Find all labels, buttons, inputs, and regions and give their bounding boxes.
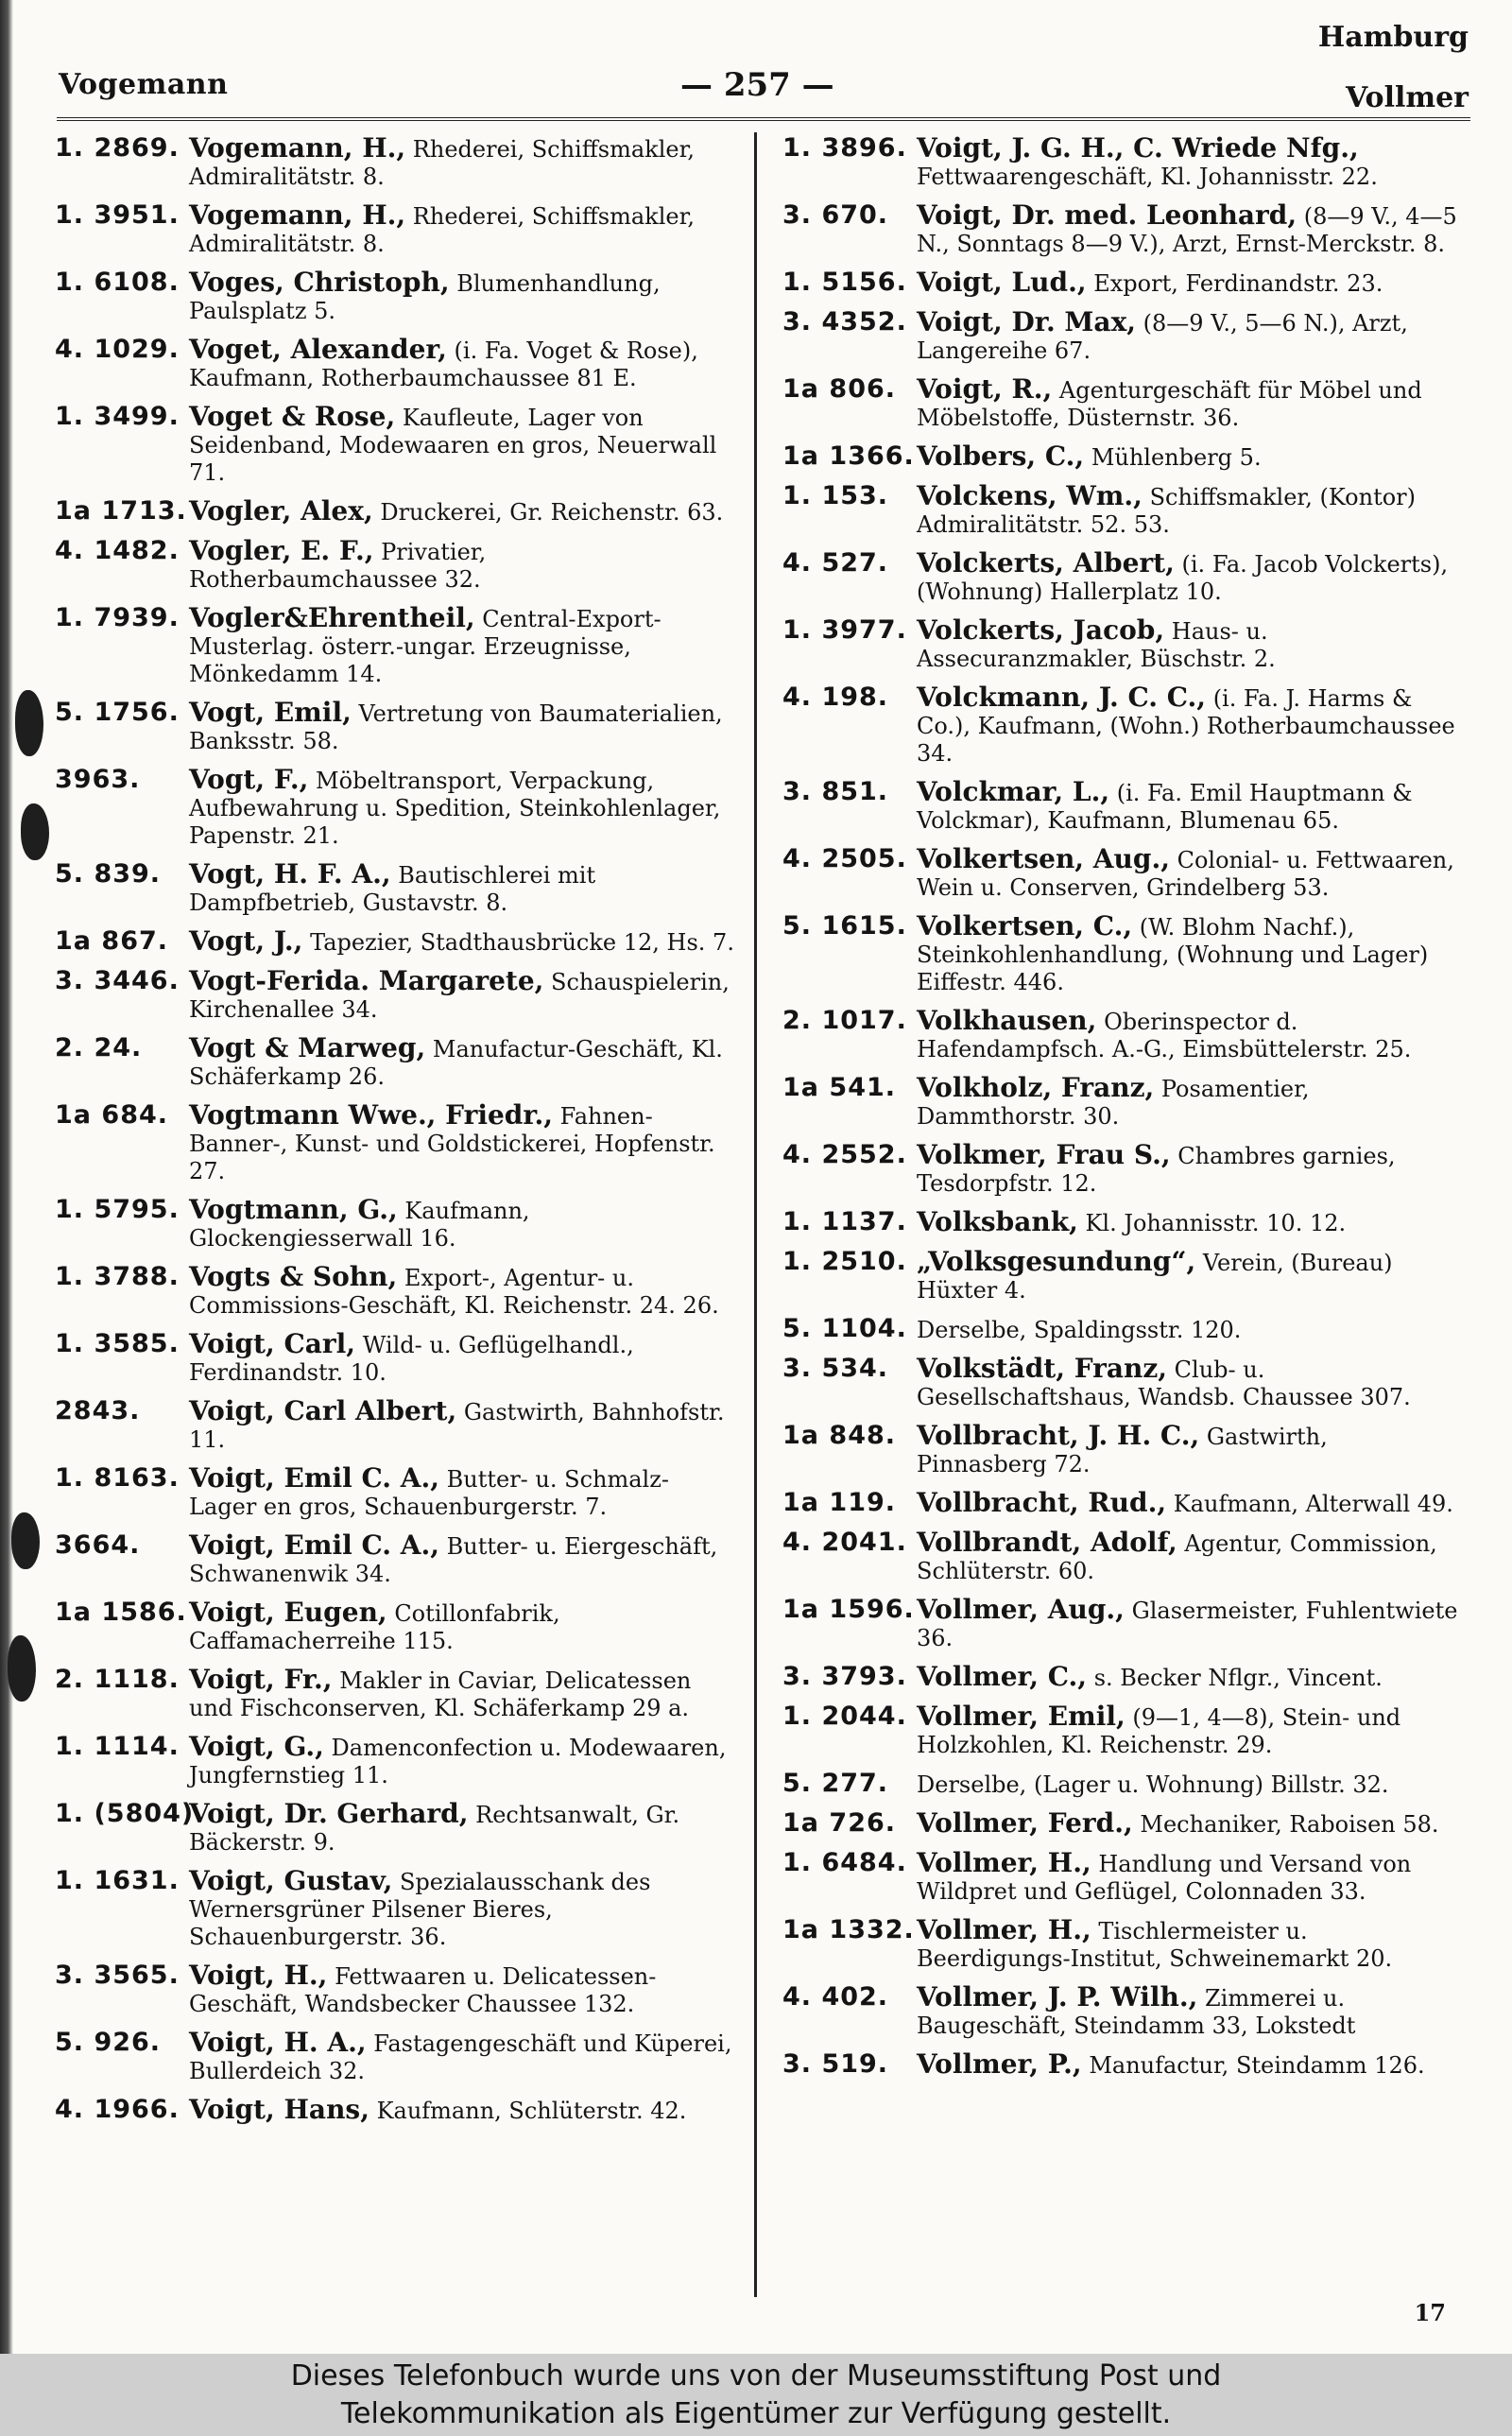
entry-name: Volckerts, Albert,	[917, 547, 1175, 579]
entry-details: Haus- u. Assecuranzmakler, Büschstr. 2.	[917, 618, 1276, 672]
entry-details: Schauspielerin, Kirchenallee 34.	[189, 969, 730, 1023]
directory-entry	[55, 268, 735, 325]
directory-entry	[55, 497, 735, 527]
entry-name: Volckmann, J. C. C.,	[917, 682, 1207, 713]
entry-details: (i. Fa. Voget & Rose), Kaufmann, Rotherbaumchaussee 81 E.	[189, 337, 698, 391]
directory-entry	[55, 1531, 735, 1588]
directory-entry	[782, 1355, 1465, 1411]
entry-details: Verein, (Bureau) Hüxter 4.	[917, 1250, 1393, 1304]
footer-line: Dieses Telefonbuch wurde uns von der Museumsstiftung Post und	[290, 2359, 1222, 2393]
entry-details: Zimmerei u. Baugeschäft, Steindamm 33, Lokstedt	[917, 1985, 1356, 2039]
entry-name: Voigt, Dr. Max,	[917, 306, 1137, 337]
phone-code: 1a 1332.	[782, 1915, 915, 1944]
phone-code: 1. 1137.	[782, 1207, 907, 1236]
phone-code: 5. 1104.	[782, 1314, 907, 1343]
directory-entry	[782, 1983, 1465, 2040]
phone-code: 1a 1713.	[55, 496, 187, 526]
directory-entry	[782, 549, 1465, 606]
entry-name: Voget & Rose,	[189, 401, 396, 432]
phone-code: 1a 541.	[782, 1073, 897, 1102]
header-city: Hamburg	[1317, 21, 1469, 54]
directory-entry	[55, 860, 735, 917]
entry-name: Vogt, F.,	[189, 764, 309, 795]
phone-code: 1a 1366.	[782, 441, 915, 471]
entry-details: Spezialausschank des Wernersgrüner Pilsener Bieres, Schauenburgerstr. 36.	[189, 1869, 651, 1950]
entry-details: Butter- u. Schmalz-Lager en gros, Schauenburgerstr. 7.	[189, 1466, 669, 1520]
entry-details: Agentur, Commission, Schlüterstr. 60.	[917, 1530, 1437, 1584]
entry-name: Vogler&Ehrentheil,	[189, 602, 475, 633]
entry-name: Voigt, Dr. med. Leonhard,	[917, 199, 1297, 231]
entry-details: Privatier, Rotherbaumchaussee 32.	[189, 539, 487, 593]
entry-name: Voigt, H. A.,	[189, 2027, 367, 2058]
header-rule	[57, 117, 1470, 121]
phone-code: 1a 1596.	[782, 1595, 915, 1624]
entry-details: Mechaniker, Raboisen 58.	[1140, 1811, 1439, 1838]
header-first-entry: Vogemann	[59, 68, 229, 101]
entry-name: Voigt, Carl,	[189, 1328, 356, 1359]
phone-code: 1a 848.	[782, 1421, 897, 1450]
entry-name: Vollmer, P.,	[917, 2048, 1082, 2080]
phone-code: 4. 2041.	[782, 1528, 907, 1557]
right-column	[782, 134, 1465, 2090]
entry-name: Vogemann, H.,	[189, 199, 406, 231]
entry-details: Rhederei, Schiffsmakler, Admiralitätstr. 8.	[189, 136, 696, 190]
header-last-entry: Vollmer	[1346, 81, 1469, 114]
entry-details: Chambres garnies, Tesdorpfstr. 12.	[917, 1143, 1396, 1197]
phone-code: 5. 1615.	[782, 911, 907, 941]
phone-code: 1. 6108.	[55, 268, 180, 297]
directory-entry	[55, 604, 735, 688]
directory-entry	[782, 201, 1465, 258]
entry-name: „Volksgesundung“,	[917, 1246, 1196, 1277]
entry-name: Volkertsen, Aug.,	[917, 843, 1170, 874]
binder-hole-mark	[8, 1635, 36, 1702]
directory-entry	[782, 1809, 1465, 1839]
column-divider	[754, 132, 757, 2297]
phone-code: 3. 3793.	[782, 1662, 907, 1691]
phone-code: 1. 8163.	[55, 1463, 180, 1493]
directory-entry	[782, 1916, 1465, 1973]
phone-code: 1a 867.	[55, 926, 169, 956]
entry-name: Volkertsen, C.,	[917, 910, 1133, 942]
directory-entry	[55, 1800, 735, 1857]
entry-details: Posamentier, Dammthorstr. 30.	[917, 1076, 1310, 1130]
entry-name: Voigt, Dr. Gerhard,	[189, 1798, 469, 1829]
directory-entry	[782, 1596, 1465, 1652]
entry-name: Vogt-Ferida. Margarete,	[189, 965, 544, 996]
page-title: — 257 —	[680, 66, 834, 104]
directory-entry	[782, 616, 1465, 673]
entry-name: Vollbrandt, Adolf,	[917, 1527, 1177, 1558]
phone-code: 3. 851.	[782, 777, 889, 806]
footer-line: Telekommunikation als Eigentümer zur Verfügung gestellt.	[340, 2397, 1172, 2430]
entry-name: Volckens, Wm.,	[917, 480, 1143, 511]
entry-name: Vollmer, H.,	[917, 1847, 1091, 1878]
directory-entry	[782, 1663, 1465, 1692]
directory-entry	[55, 403, 735, 487]
directory-entry	[782, 1849, 1465, 1906]
entry-name: Vollmer, Ferd.,	[917, 1807, 1133, 1839]
directory-entry	[782, 268, 1465, 298]
entry-details: Wild- u. Geflügelhandl., Ferdinandstr. 10.	[189, 1332, 634, 1386]
phone-code: 4. 2552.	[782, 1140, 907, 1169]
entry-name: Vollbracht, J. H. C.,	[917, 1420, 1200, 1451]
directory-entry	[782, 1141, 1465, 1198]
entry-name: Vogts & Sohn,	[189, 1261, 398, 1292]
phone-code: 1. 153.	[782, 481, 889, 510]
directory-entry	[782, 1007, 1465, 1063]
entry-name: Vogtmann Wwe., Friedr.,	[189, 1099, 554, 1131]
directory-entry	[55, 699, 735, 755]
entry-details: (i. Fa. Jacob Volckerts), (Wohnung) Hallerplatz 10.	[917, 551, 1449, 605]
entry-details: Colonial- u. Fettwaaren, Wein u. Conserven, Grindelberg 53.	[917, 847, 1454, 901]
entry-details: Kaufmann, Alterwall 49.	[1173, 1491, 1453, 1517]
entry-details: Bautischlerei mit Dampfbetrieb, Gustavstr. 8.	[189, 862, 596, 916]
directory-entry	[55, 1101, 735, 1185]
entry-name: Voget, Alexander,	[189, 334, 447, 365]
phone-code: 3. 3565.	[55, 1961, 180, 1990]
entry-name: Voigt, Hans,	[189, 2094, 369, 2125]
phone-code: 4. 2505.	[782, 844, 907, 873]
entry-details: Mühlenberg 5.	[1091, 444, 1262, 471]
entry-details: Fettwaaren u. Delicatessen-Geschäft, Wandsbecker Chaussee 132.	[189, 1963, 657, 2017]
entry-name: Vollmer, C.,	[917, 1661, 1088, 1692]
binder-hole-mark	[21, 803, 49, 860]
entry-name: Vogemann, H.,	[189, 132, 406, 164]
phone-code: 1. 1631.	[55, 1866, 180, 1895]
entry-name: Vogler, Alex,	[189, 495, 373, 527]
directory-entry	[782, 1529, 1465, 1585]
directory-entry	[55, 1961, 735, 2018]
entry-name: Voigt, H.,	[189, 1960, 328, 1991]
directory-entry	[55, 1598, 735, 1655]
directory-entry	[55, 1034, 735, 1091]
entry-details: Fastagengeschäft und Küperei, Bullerdeich 32.	[189, 2030, 732, 2084]
directory-entry	[782, 134, 1465, 191]
directory-entry	[55, 537, 735, 594]
entry-details: Gastwirth, Bahnhofstr. 11.	[189, 1399, 725, 1453]
phone-code: 1. (5804)	[55, 1799, 195, 1828]
entry-details: Kl. Johannisstr. 10. 12.	[1085, 1210, 1347, 1236]
entry-name: Voigt, R.,	[917, 373, 1053, 405]
phone-code: 3963.	[55, 765, 141, 794]
page-number: 17	[1414, 2299, 1446, 2326]
directory-entry	[782, 308, 1465, 365]
entry-name: Volkhausen,	[917, 1005, 1097, 1036]
phone-code: 1. 2044.	[782, 1702, 907, 1731]
entry-name: Voigt, Emil C. A.,	[189, 1529, 439, 1561]
entry-details: Rechtsanwalt, Gr. Bäckerstr. 9.	[189, 1802, 680, 1856]
entry-details: Makler in Caviar, Delicatessen und Fischconserven, Kl. Schäferkamp 29 a.	[189, 1667, 692, 1721]
directory-entry	[55, 1397, 735, 1454]
phone-code: 3. 519.	[782, 2049, 889, 2079]
directory-entry	[782, 912, 1465, 996]
directory-entry	[782, 1770, 1465, 1799]
directory-entry	[55, 1733, 735, 1789]
directory-entry	[55, 927, 735, 957]
entry-details: Druckerei, Gr. Reichenstr. 63.	[380, 499, 724, 526]
directory-entry	[782, 778, 1465, 835]
entry-name: Volckmar, L.,	[917, 776, 1110, 807]
entry-name: Volkholz, Franz,	[917, 1072, 1155, 1103]
directory-entry	[782, 482, 1465, 539]
left-column	[55, 134, 735, 2135]
entry-name: Volbers, C.,	[917, 441, 1085, 472]
phone-code: 5. 839.	[55, 859, 162, 889]
phone-code: 1. 3951.	[55, 200, 180, 230]
directory-entry	[782, 683, 1465, 768]
phone-code: 1. 3977.	[782, 615, 907, 645]
directory-entry	[55, 201, 735, 258]
entry-name: Vollbracht, Rud.,	[917, 1487, 1167, 1518]
directory-entry	[782, 442, 1465, 472]
binder-hole-mark	[11, 1512, 40, 1569]
entry-details: Club- u. Gesellschaftshaus, Wandsb. Chaussee 307.	[917, 1356, 1411, 1410]
entry-details: Kaufmann, Glockengiesserwall 16.	[189, 1198, 530, 1252]
entry-name: Vogt, J.,	[189, 925, 303, 957]
page-edge-shadow	[0, 0, 13, 2354]
entry-details: Derselbe, Spaldingsstr. 120.	[917, 1317, 1242, 1343]
entry-name: Vollmer, H.,	[917, 1914, 1091, 1945]
phone-code: 2. 24.	[55, 1033, 143, 1063]
entry-name: Vogt, Emil,	[189, 697, 352, 728]
entry-details: Agenturgeschäft für Möbel und Möbelstoffe, Düsternstr. 36.	[917, 377, 1422, 431]
phone-code: 1. 1114.	[55, 1732, 180, 1761]
entry-details: s. Becker Nflgr., Vincent.	[1093, 1665, 1383, 1691]
directory-entry	[782, 375, 1465, 432]
phone-code: 4. 1966.	[55, 2095, 180, 2124]
directory-entry	[782, 2050, 1465, 2080]
phone-code: 2. 1017.	[782, 1006, 907, 1035]
phone-code: 1. 2510.	[782, 1247, 907, 1276]
entry-details: (i. Fa. Emil Hauptmann & Volckmar), Kaufmann, Blumenau 65.	[917, 780, 1413, 834]
directory-entry	[55, 766, 735, 850]
entry-details: Rhederei, Schiffsmakler, Admiralitätstr. 8.	[189, 203, 696, 257]
entry-name: Voigt, Fr.,	[189, 1664, 333, 1695]
entry-details: (9—1, 4—8), Stein- und Holzkohlen, Kl. Reichenstr. 29.	[917, 1704, 1401, 1758]
phone-code: 3. 4352.	[782, 307, 907, 337]
directory-entry	[55, 1464, 735, 1521]
entry-details: Export-, Agentur- u. Commissions-Geschäft, Kl. Reichenstr. 24. 26.	[189, 1265, 719, 1319]
directory-entry	[55, 134, 735, 191]
phone-code: 1. 3788.	[55, 1262, 180, 1291]
phone-code: 3. 534.	[782, 1354, 889, 1383]
entry-details: Blumenhandlung, Paulsplatz 5.	[189, 270, 661, 324]
directory-entry	[782, 1489, 1465, 1518]
entry-details: Tischlermeister u. Beerdigungs-Institut, Schweinemarkt 20.	[917, 1918, 1393, 1972]
phone-code: 1a 726.	[782, 1808, 897, 1838]
entry-name: Volkstädt, Franz,	[917, 1353, 1168, 1384]
phone-code: 4. 198.	[782, 682, 889, 712]
phone-code: 4. 402.	[782, 1982, 889, 2012]
entry-name: Voigt, J. G. H., C. Wriede Nfg.,	[917, 132, 1359, 164]
entry-details: Derselbe, (Lager u. Wohnung) Billstr. 32.	[917, 1771, 1389, 1798]
directory-entry	[55, 967, 735, 1024]
phone-code: 1a 1586.	[55, 1598, 187, 1627]
entry-details: Glasermeister, Fuhlentwiete 36.	[917, 1598, 1458, 1651]
directory-entry	[782, 1074, 1465, 1131]
entry-details: Manufactur-Geschäft, Kl. Schäferkamp 26.	[189, 1036, 723, 1090]
directory-entry	[55, 2029, 735, 2085]
directory-entry	[55, 2096, 735, 2125]
entry-name: Voigt, Gustav,	[189, 1865, 393, 1896]
phone-code: 1. 3896.	[782, 133, 907, 163]
phone-code: 1. 7939.	[55, 603, 180, 632]
entry-name: Vollmer, Emil,	[917, 1701, 1125, 1732]
phone-code: 1. 5156.	[782, 268, 907, 297]
entry-details: Gastwirth, Pinnasberg 72.	[917, 1424, 1328, 1477]
entry-name: Vogt, H. F. A.,	[189, 858, 391, 890]
entry-details: Handlung und Versand von Wildpret und Geflügel, Colonnaden 33.	[917, 1851, 1412, 1905]
entry-details: Manufactur, Steindamm 126.	[1089, 2052, 1425, 2079]
entry-name: Voigt, G.,	[189, 1731, 324, 1762]
phone-code: 5. 1756.	[55, 698, 180, 727]
entry-details: Tapezier, Stadthausbrücke 12, Hs. 7.	[310, 929, 734, 956]
phone-code: 4. 527.	[782, 548, 889, 578]
entry-details: Schiffsmakler, (Kontor) Admiralitätstr. 52. 53.	[917, 484, 1417, 538]
directory-entry	[55, 336, 735, 392]
entry-name: Volkmer, Frau S.,	[917, 1139, 1171, 1170]
entry-details: Fahnen-Banner-, Kunst- und Goldstickerei, Hopfenstr. 27.	[189, 1103, 715, 1184]
directory-entry	[55, 1867, 735, 1951]
entry-details: Oberinspector d. Hafendampfsch. A.-G., Eimsbüttelerstr. 25.	[917, 1009, 1412, 1063]
entry-details: Kaufleute, Lager von Seidenband, Modewaaren en gros, Neuerwall 71.	[189, 405, 717, 486]
directory-entry	[782, 1422, 1465, 1478]
entry-name: Vogler, E. F.,	[189, 535, 374, 566]
entry-name: Volksbank,	[917, 1206, 1078, 1237]
phone-code: 1. 3499.	[55, 402, 180, 431]
entry-details: Kaufmann, Schlüterstr. 42.	[376, 2098, 687, 2124]
directory-entry	[782, 1315, 1465, 1344]
entry-name: Voigt, Eugen,	[189, 1597, 387, 1628]
entry-details: Vertretung von Baumaterialien, Banksstr. 58.	[189, 700, 723, 754]
phone-code: 1. 6484.	[782, 1848, 907, 1877]
directory-entry	[782, 1248, 1465, 1304]
phone-code: 1. 5795.	[55, 1195, 180, 1224]
entry-details: (W. Blohm Nachf.), Steinkohlenhandlung, (Wohnung und Lager) Eiffestr. 446.	[917, 914, 1429, 995]
entry-name: Voigt, Lud.,	[917, 267, 1087, 298]
entry-name: Vogt & Marweg,	[189, 1032, 426, 1063]
directory-entry	[55, 1263, 735, 1320]
phone-code: 1. 2869.	[55, 133, 180, 163]
phone-code: 3. 3446.	[55, 966, 180, 995]
entry-name: Voigt, Carl Albert,	[189, 1395, 457, 1426]
entry-details: (8—9 V., 5—6 N.), Arzt, Langereihe 67.	[917, 310, 1408, 364]
entry-name: Vollmer, Aug.,	[917, 1594, 1125, 1625]
entry-details: Möbeltransport, Verpackung, Aufbewahrung u. Spedition, Steinkohlenlager, Papenstr. 21.	[189, 768, 721, 849]
phone-code: 1. 3585.	[55, 1329, 180, 1358]
directory-entry	[782, 845, 1465, 902]
binder-hole-mark	[15, 690, 43, 756]
phone-code: 3664.	[55, 1530, 141, 1560]
entry-name: Vogtmann, G.,	[189, 1194, 398, 1225]
phone-code: 2. 1118.	[55, 1665, 180, 1694]
directory-entry	[782, 1208, 1465, 1237]
phone-code: 5. 277.	[782, 1769, 889, 1798]
directory-entry	[55, 1330, 735, 1387]
directory-entry	[55, 1196, 735, 1253]
entry-details: Cotillonfabrik, Caffamacherreihe 115.	[189, 1600, 560, 1654]
phone-code: 1a 684.	[55, 1100, 169, 1130]
directory-entry	[55, 1666, 735, 1722]
entry-name: Vollmer, J. P. Wilh.,	[917, 1981, 1198, 2013]
entry-details: Fettwaarengeschäft, Kl. Johannisstr. 22.	[917, 164, 1378, 190]
phone-code: 1a 806.	[782, 374, 897, 404]
entry-name: Voigt, Emil C. A.,	[189, 1462, 439, 1494]
entry-name: Volckerts, Jacob,	[917, 614, 1165, 646]
footer-notice	[0, 2354, 1512, 2436]
phone-code: 1a 119.	[782, 1488, 897, 1517]
entry-details: Central-Export-Musterlag. österr.-ungar. Erzeugnisse, Mönkedamm 14.	[189, 606, 662, 687]
phone-code: 3. 670.	[782, 200, 889, 230]
entry-details: Export, Ferdinandstr. 23.	[1093, 270, 1383, 297]
phone-code: 5. 926.	[55, 2028, 162, 2057]
entry-details: (8—9 V., 4—5 N., Sonntags 8—9 V.), Arzt, Ernst-Merckstr. 8.	[917, 203, 1457, 257]
entry-details: Damenconfection u. Modewaaren, Jungfernstieg 11.	[189, 1735, 727, 1788]
entry-details: (i. Fa. J. Harms & Co.), Kaufmann, (Wohn.) Rotherbaumchaussee 34.	[917, 685, 1455, 767]
directory-entry	[782, 1702, 1465, 1759]
phone-code: 4. 1482.	[55, 536, 180, 565]
entry-details: Butter- u. Eiergeschäft, Schwanenwik 34.	[189, 1533, 718, 1587]
phone-code: 2843.	[55, 1396, 141, 1425]
entry-name: Voges, Christoph,	[189, 267, 450, 298]
phone-code: 4. 1029.	[55, 335, 180, 364]
